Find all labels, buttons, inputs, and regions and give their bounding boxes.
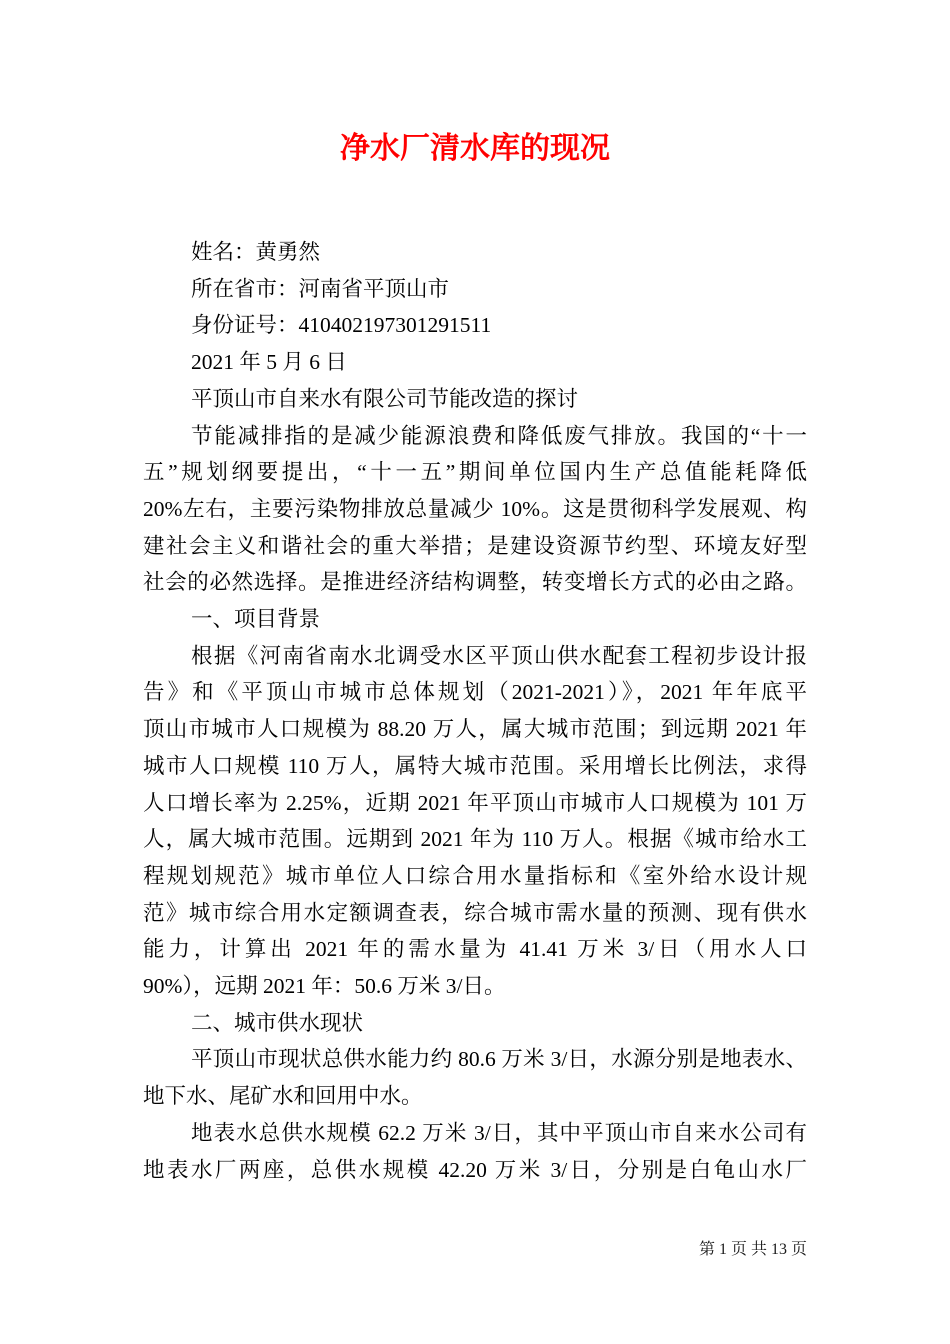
text-line: 范》城市综合用水定额调查表，综合城市需水量的预测、现有供水 — [143, 900, 807, 925]
text-line: 节能减排指的是减少能源浪费和降低废气排放。我国的“十一 — [191, 423, 807, 448]
text-line: 地表水总供水规模 62.2 万米 3/日，其中平顶山市自来水公司有 — [191, 1120, 807, 1145]
document-body — [143, 234, 807, 1188]
text-line: 能力，计算出 2021 年的需水量为 41.41 万米 3/日（用水人口 — [143, 937, 807, 962]
text-line: 地表水厂两座，总供水规模 42.20 万米 3/日，分别是白龟山水厂 — [143, 1157, 807, 1182]
text-line: 二、城市供水现状 — [191, 1010, 364, 1035]
text-line: 五”规划纲要提出，“十一五”期间单位国内生产总值能耗降低 — [143, 460, 807, 485]
document-title: 净水厂清水库的现况 — [340, 132, 610, 165]
text-line: 平顶山市自来水有限公司节能改造的探讨 — [191, 386, 579, 411]
text-line: 顶山市城市人口规模为 88.20 万人，属大城市范围；到远期 2021 年 — [143, 717, 807, 742]
text-line: 告》和《平顶山市城市总体规划（2021-2021）》，2021 年年底平 — [143, 680, 807, 705]
text-line: 建社会主义和谐社会的重大举措；是建设资源节约型、环境友好型 — [143, 533, 807, 558]
text-line: 程规划规范》城市单位人口综合用水量指标和《室外给水设计规 — [143, 863, 807, 888]
text-line: 根据《河南省南水北调受水区平顶山供水配套工程初步设计报 — [191, 643, 807, 668]
text-line: 城市人口规模 110 万人，属特大城市范围。采用增长比例法，求得 — [143, 753, 807, 778]
text-line: 身份证号：410402197301291511 — [191, 313, 492, 338]
text-line: 所在省市：河南省平顶山市 — [191, 276, 450, 301]
text-line: 人，属大城市范围。远期到 2021 年为 110 万人。根据《城市给水工 — [143, 827, 807, 852]
text-line: 地下水、尾矿水和回用中水。 — [143, 1084, 423, 1109]
text-line: 90%），远期 2021 年：50.6 万米 3/日。 — [143, 974, 506, 999]
text-line: 人口增长率为 2.25%，近期 2021 年平顶山市城市人口规模为 101 万 — [143, 790, 807, 815]
text-line: 姓名：黄勇然 — [191, 240, 321, 264]
page-number-footer: 第 1 页 共 13 页 — [698, 1241, 807, 1258]
text-line: 社会的必然选择。是推进经济结构调整，转变增长方式的必由之路。 — [143, 570, 807, 595]
text-line: 平顶山市现状总供水能力约 80.6 万米 3/日，水源分别是地表水、 — [191, 1047, 807, 1072]
text-line: 2021 年 5 月 6 日 — [191, 350, 347, 375]
text-line: 一、项目背景 — [191, 607, 321, 632]
text-line: 20%左右，主要污染物排放总量减少 10%。这是贯彻科学发展观、构 — [143, 496, 807, 521]
